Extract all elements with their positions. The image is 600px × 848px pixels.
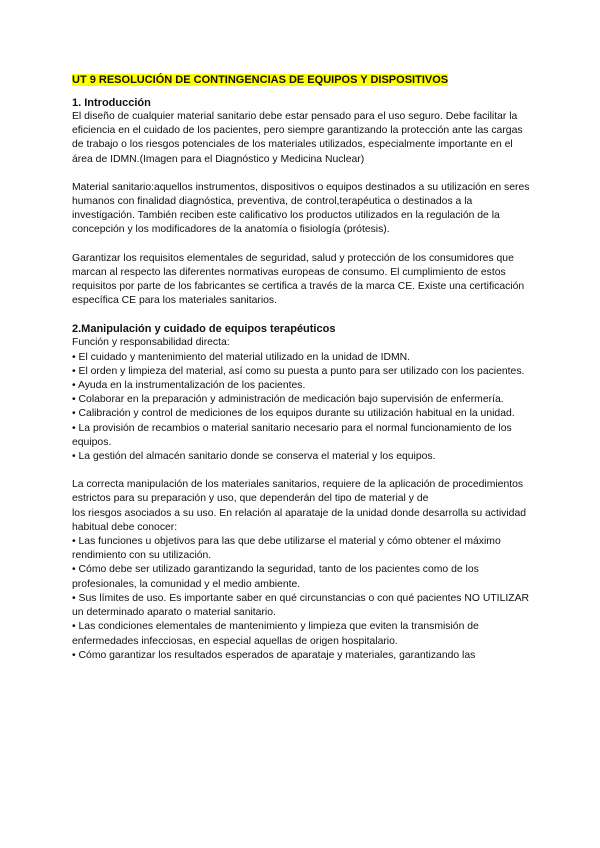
section2-para-a: La correcta manipulación de los materiales sanitarios, requiere de la aplicación de procedimientos estrictos para su preparación y uso, que dependerán del tipo de material y de xyxy=(72,479,524,505)
document-page xyxy=(72,70,532,663)
list-item: • Sus límites de uso. Es importante saber en qué circunstancias o con qué pacientes NO UTILIZAR un determinado aparato o material sanitario. xyxy=(72,592,532,620)
list-item: • Calibración y control de mediciones de los equipos durante su utilización habitual en la unidad. xyxy=(72,407,532,421)
section2-para-b: los riesgos asociados a su uso. En relación al aparataje de la unidad donde desarrolla su actividad xyxy=(72,507,527,519)
list-item: • Cómo garantizar los resultados esperados de aparataje y materiales, garantizando las xyxy=(72,649,532,663)
section1-para3: Garantizar los requisitos elementales de seguridad, salud y protección de los consumidores que marcan al respecto las diferentes normativas europeas de consumo. El cumplimiento de estos requisitos por parte de los fabricantes se certifica a través de la marca CE. Existe una certificación específica CE para los materiales sanitarios. xyxy=(72,252,525,307)
section2-para-c: habitual debe conocer: xyxy=(72,521,178,533)
list-item: • La gestión del almacén sanitario donde se conserva el material y los equipos. xyxy=(72,450,532,464)
list-item: • El orden y limpieza del material, así como su puesta a punto para ser utilizado con los pacientes. xyxy=(72,365,532,379)
section1-para1: El diseño de cualquier material sanitario debe estar pensado para el uso seguro. Debe facilitar la eficiencia en el cuidado de los pacientes, pero siempre garantizando la protección ante las cargas de trabajo o los riesgos potenciales de los materiales utilizados, especialmente importante en el área de IDMN.(Imagen para el Diagnóstico y Medicina Nuclear) xyxy=(72,111,523,165)
section1-para2: Material sanitario:aquellos instrumentos, dispositivos o equipos destinados a su utilización en seres humanos con finalidad diagnóstica, preventiva, de control,terapéutica o destinados a la investigación. También reciben este calificativo los productos utilizados en la regulación de la concepción y los modificadores de la anatomía o fisiología (prótesis). xyxy=(72,181,530,236)
section1-heading: 1. Introducción xyxy=(72,97,151,109)
list-item: • El cuidado y mantenimiento del material utilizado en la unidad de IDMN. xyxy=(72,351,532,365)
section2-intro: Función y responsabilidad directa: xyxy=(72,337,230,349)
list-item: • Cómo debe ser utilizado garantizando la seguridad, tanto de los pacientes como de los profesionales, la comunidad y el medio ambiente. xyxy=(72,563,532,591)
list-item: • La provisión de recambios o material sanitario necesario para el normal funcionamiento de los equipos. xyxy=(72,422,532,450)
list-item: • Las funciones u objetivos para las que debe utilizarse el material y cómo obtener el máximo rendimiento con su utilización. xyxy=(72,535,532,563)
list-item: • Colaborar en la preparación y administración de medicación bajo supervisión de enfermería. xyxy=(72,393,532,407)
list-item: • Las condiciones elementales de mantenimiento y limpieza que eviten la transmisión de enfermedades infecciosas, en especial aquellas de origen hospitalario. xyxy=(72,620,532,648)
list-item: • Ayuda en la instrumentalización de los pacientes. xyxy=(72,379,532,393)
section2-heading: 2.Manipulación y cuidado de equipos terapéuticos xyxy=(72,323,336,336)
document-title: UT 9 RESOLUCIÓN DE CONTINGENCIAS DE EQUIPOS Y DISPOSITIVOS xyxy=(72,74,449,86)
